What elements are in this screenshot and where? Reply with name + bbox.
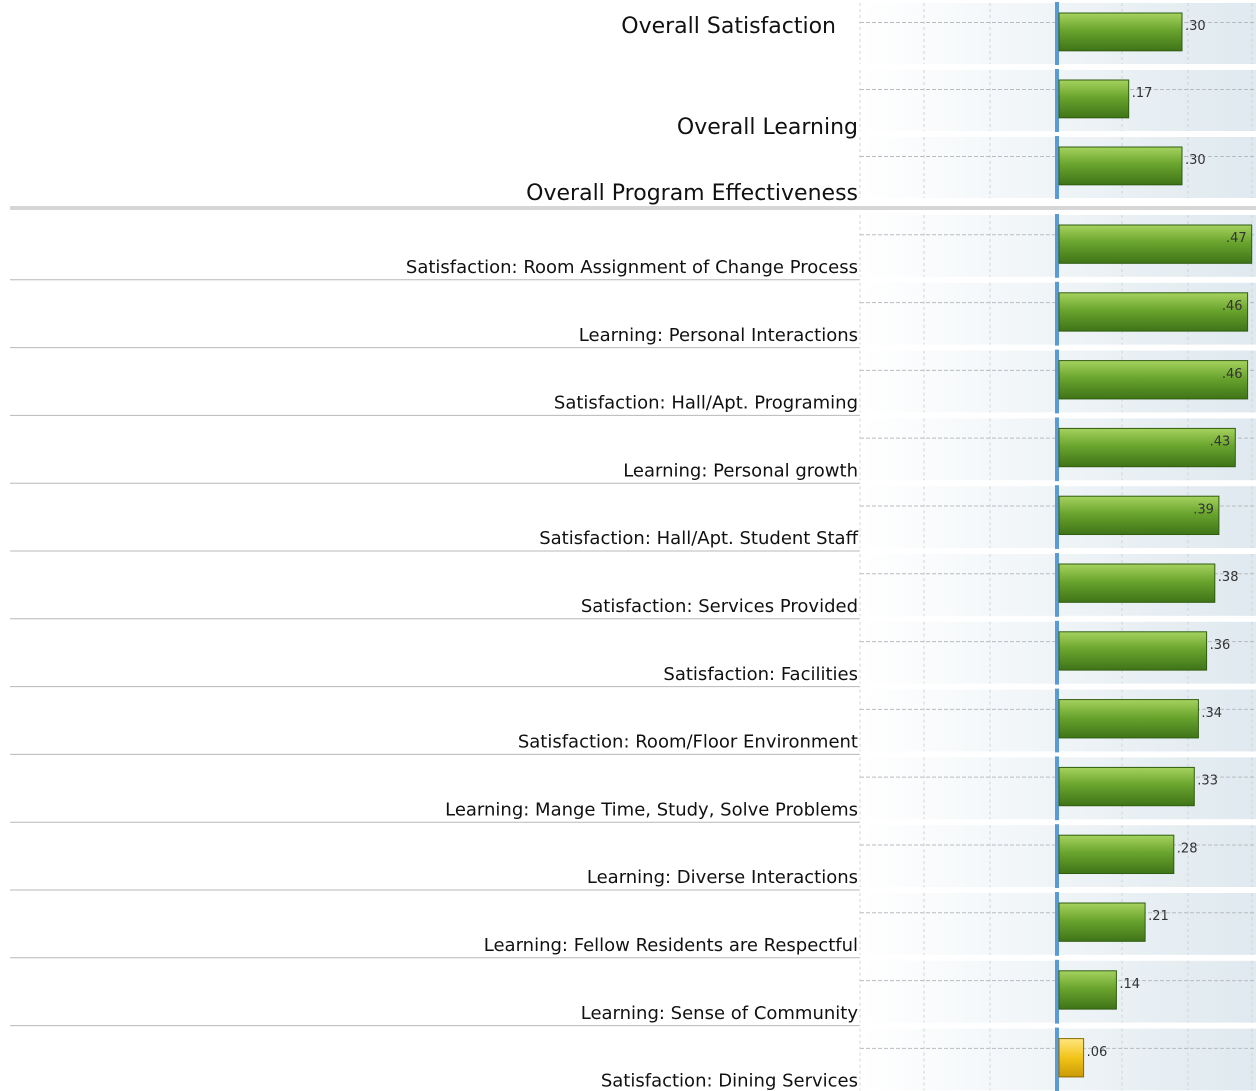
row-label: Satisfaction: Room Assignment of Change Process (405, 257, 858, 278)
bar-value-label: .28 (1176, 841, 1198, 857)
row-label: Learning: Personal Interactions (578, 324, 858, 346)
row-label: Satisfaction: Facilities (663, 663, 858, 685)
bar-value-label: .36 (1209, 638, 1231, 654)
zero-baseline (1055, 69, 1059, 132)
row-label: Satisfaction: Services Provided (580, 596, 858, 617)
bar (1059, 632, 1207, 670)
zero-baseline (1055, 824, 1059, 888)
row-label: Satisfaction: Hall/Apt. Programing (553, 392, 858, 414)
group-divider (10, 206, 1256, 210)
zero-baseline (1055, 417, 1059, 481)
bar (1059, 13, 1182, 51)
bar (1059, 80, 1129, 118)
bar-value-label: .30 (1185, 19, 1206, 35)
bar (1059, 767, 1194, 805)
row-label: Learning: Personal growth (623, 460, 858, 482)
row-label: Overall Learning (676, 115, 858, 140)
row-label: Learning: Fellow Residents are Respectful (483, 935, 858, 956)
zero-baseline (1055, 756, 1059, 820)
zero-baseline (1055, 553, 1059, 617)
bar-value-label: .34 (1201, 705, 1223, 721)
zero-baseline (1055, 136, 1059, 199)
bar-value-label: .46 (1221, 299, 1243, 315)
bar-value-label: .30 (1185, 153, 1206, 169)
zero-baseline (1055, 689, 1059, 753)
zero-baseline (1055, 214, 1059, 278)
row-label: Overall Program Effectiveness (526, 181, 858, 206)
zero-baseline (1055, 1028, 1059, 1091)
bar (1059, 147, 1182, 185)
row-label: Satisfaction: Dining Services (600, 1070, 858, 1091)
bar-value-label: .06 (1086, 1044, 1108, 1060)
bar (1059, 971, 1116, 1009)
bar-value-label: .17 (1131, 86, 1153, 102)
bar (1059, 700, 1198, 738)
bar-value-label: .43 (1209, 434, 1231, 450)
row-label: Satisfaction: Hall/Apt. Student Staff (539, 528, 858, 550)
bar (1059, 225, 1252, 263)
bar (1059, 903, 1145, 941)
bar (1059, 1039, 1084, 1077)
bar (1059, 361, 1248, 399)
zero-baseline (1055, 2, 1059, 65)
bar-value-label: .33 (1197, 773, 1218, 789)
row-label: Learning: Mange Time, Study, Solve Problems (445, 799, 858, 821)
zero-baseline (1055, 350, 1059, 414)
bar-value-label: .21 (1148, 909, 1169, 925)
bar (1059, 293, 1248, 331)
bar-value-label: .14 (1119, 977, 1141, 993)
bar (1059, 564, 1215, 602)
bar-value-label: .39 (1193, 502, 1214, 518)
zero-baseline (1055, 282, 1059, 346)
zero-baseline (1055, 892, 1059, 956)
row-label: Learning: Sense of Community (580, 1002, 858, 1024)
bar (1059, 835, 1174, 873)
zero-baseline (1055, 485, 1059, 549)
row-label: Overall Satisfaction (621, 14, 836, 39)
bar-value-label: .46 (1221, 366, 1243, 382)
zero-baseline (1055, 960, 1059, 1024)
row-label: Learning: Diverse Interactions (586, 867, 858, 889)
zero-baseline (1055, 621, 1059, 685)
row-label: Satisfaction: Room/Floor Environment (517, 731, 858, 753)
bar-value-label: .38 (1217, 570, 1239, 586)
bar-value-label: .47 (1226, 231, 1247, 247)
